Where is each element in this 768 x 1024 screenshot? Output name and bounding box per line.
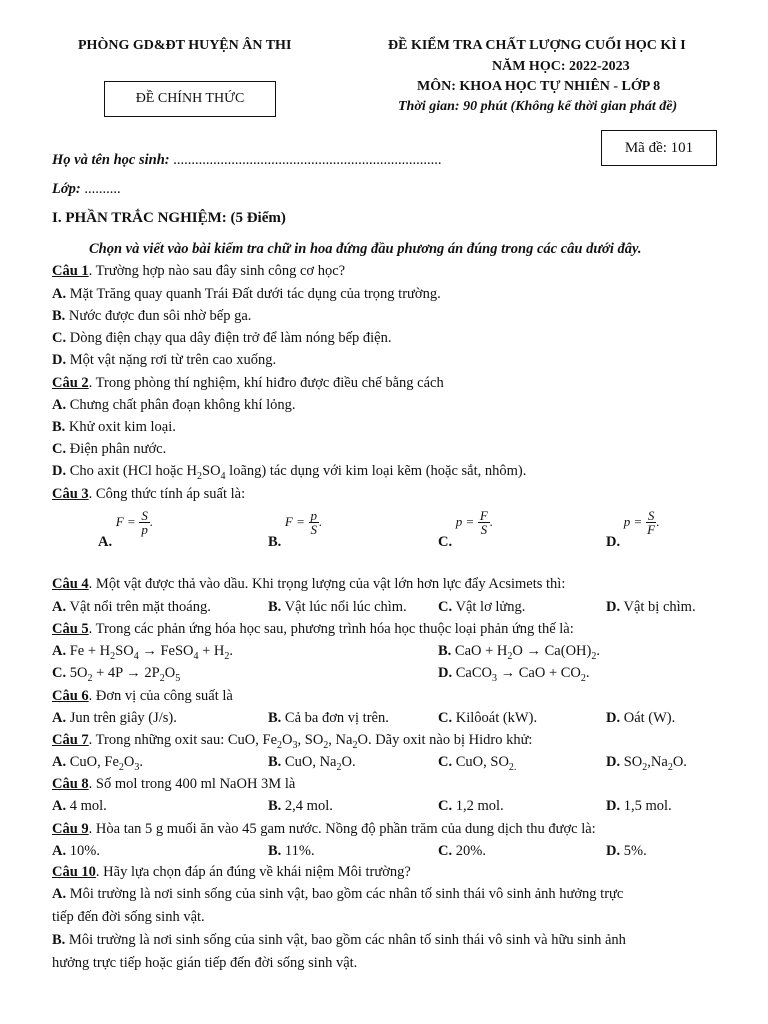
option-letter: D. [606, 710, 621, 726]
q10-option-b [52, 932, 626, 949]
q7-option-c: C. CuO, $SO_{2.}$ [438, 754, 517, 773]
option-letter: C. [52, 441, 67, 457]
option-letter: A. [52, 754, 67, 770]
option-letter: A. [98, 533, 113, 550]
q6-option-b [268, 710, 389, 727]
option-letter: C. [438, 533, 453, 550]
option-letter: D. [438, 665, 453, 681]
question-8 [52, 776, 295, 793]
option-text: Vật lơ lửng. [455, 599, 526, 615]
option-text: Môi trường là nơi sinh sống của sinh vật, bao gồm các nhân tố sinh thái vô sinh ảnh hưởng trực [69, 886, 624, 902]
question-9 [52, 821, 596, 838]
q1-option-c [52, 330, 391, 347]
option-letter: A. [52, 397, 67, 413]
question-text: . Một vật được thả vào dầu. Khi trọng lượng của vật lớn hơn lực đẩy Acsimets thì: [88, 576, 566, 592]
question-4 [52, 576, 565, 593]
option-text: Dòng điện chạy qua dây điện trở để làm nóng bếp điện. [69, 330, 392, 346]
question-label: Câu 7 [52, 732, 89, 748]
section-title: I. PHẦN TRẮC NGHIỆM: (5 Điểm) [52, 210, 286, 226]
option-letter: B. [438, 643, 452, 659]
q8-option-a [52, 798, 107, 815]
q1-option-b [52, 308, 251, 325]
option-text: Vật lúc nổi lúc chìm. [284, 599, 407, 615]
q2-option-d: D. Cho axit (HCl hoặc $H_2SO_4$ loãng) tác dụng với kim loại kẽm (hoặc sắt, nhôm). [52, 463, 527, 482]
exam-title: ĐỀ KIỂM TRA CHẤT LƯỢNG CUỐI HỌC KÌ I [388, 38, 686, 53]
option-text: 11%. [284, 843, 315, 859]
question-label: Câu 3 [52, 486, 89, 502]
class-row [52, 181, 121, 198]
option-letter: B. [268, 843, 282, 859]
q7-option-a: A. CuO, $Fe_2O_3$. [52, 754, 143, 773]
question-10 [52, 864, 411, 881]
option-letter: A. [52, 710, 67, 726]
option-text: Nước được đun sôi nhờ bếp ga. [68, 308, 252, 324]
q5-option-b: B. CaO + $H_2O \to Ca(OH)_2$. [438, 643, 600, 662]
option-letter: C. [438, 599, 453, 615]
q5-option-a: A. $Fe + H_2SO_4$ → FeSO$_4$ + $H_2$. [52, 643, 234, 662]
option-letter: A. [52, 843, 67, 859]
option-text: loãng) tác dụng với kim loại kẽm (hoặc sắt, nhôm). [225, 463, 527, 479]
q6-option-a [52, 710, 177, 727]
q4-option-b [268, 599, 407, 616]
school-office: PHÒNG GD&ĐT HUYỆN ÂN THI [78, 38, 292, 53]
option-text: Chưng chất phân đoạn không khí lỏng. [69, 397, 296, 413]
student-name-blank: .......................................................................... [173, 152, 442, 168]
question-2 [52, 375, 444, 392]
question-text: . Hòa tan 5 g muối ăn vào 45 gam nước. Nồng độ phần trăm của dung dịch thu được là: [88, 821, 596, 837]
question-label: Câu 2 [52, 375, 89, 391]
option-text: 2,4 mol. [284, 798, 333, 814]
q4-option-d [606, 599, 696, 616]
question-text: . Hãy lựa chọn đáp án đúng về khái niệm Môi trường? [95, 864, 411, 880]
option-text: Mặt Trăng quay quanh Trái Đất dưới tác dụng của trọng trường. [69, 286, 441, 302]
option-text: 5%. [623, 843, 647, 859]
question-7: Câu 7. Trong những oxit sau: CuO, $Fe_2O_3$, $SO_2$, $Na_2O$. Dãy oxit nào bị Hidro khử: [52, 732, 533, 751]
q6-option-d [606, 710, 675, 727]
option-letter: C. [438, 843, 453, 859]
student-name-row [52, 152, 442, 169]
option-text: Vật nổi trên mặt thoáng. [69, 599, 211, 615]
q8-option-b [268, 798, 333, 815]
option-letter: B. [268, 798, 282, 814]
option-text: Cả ba đơn vị trên. [284, 710, 389, 726]
option-letter: D. [606, 533, 621, 550]
question-label: Câu 5 [52, 621, 89, 637]
option-text: 20%. [455, 843, 486, 859]
q1-option-a [52, 286, 441, 303]
question-label: Câu 1 [52, 263, 89, 279]
section-instruction: Chọn và viết vào bài kiểm tra chữ in hoa đứng đầu phương án đúng trong các câu dưới đây. [89, 241, 642, 257]
question-label: Câu 4 [52, 576, 89, 592]
q6-option-c [438, 710, 537, 727]
subject: MÔN: KHOA HỌC TỰ NHIÊN - LỚP 8 [417, 79, 661, 94]
option-letter: D. [606, 754, 621, 770]
question-text: . Số mol trong 400 ml NaOH 3M là [88, 776, 296, 792]
class-label: Lớp: [52, 181, 81, 197]
q7-option-b: B. CuO, $Na_2O$. [268, 754, 356, 773]
question-6 [52, 688, 233, 705]
exam-code: Mã đề: 101 [624, 139, 694, 156]
question-label: Câu 9 [52, 821, 89, 837]
question-label: Câu 8 [52, 776, 89, 792]
exam-code-box [601, 130, 717, 166]
option-letter: B. [52, 308, 66, 324]
option-letter: B. [52, 932, 66, 948]
option-letter: B. [268, 710, 282, 726]
option-letter: C. [438, 710, 453, 726]
option-text: Vật bị chìm. [623, 599, 696, 615]
q2-option-a [52, 397, 295, 414]
q9-option-c [438, 843, 486, 860]
option-text: Điện phân nước. [69, 441, 167, 457]
q1-option-d [52, 352, 276, 369]
q5-option-c: C. $5O_2 + 4P \to 2P_2O_5$ [52, 665, 181, 684]
option-text: hưởng trực tiếp hoặc gián tiếp đến đời sống sinh vật. [52, 955, 358, 971]
q7-option-d: D. $SO_2,Na_2O$. [606, 754, 687, 773]
option-text: Một vật nặng rơi từ trên cao xuống. [69, 352, 277, 368]
option-text: 1,5 mol. [623, 798, 672, 814]
q4-option-a [52, 599, 211, 616]
q4-option-c [438, 599, 525, 616]
q10-option-a-cont [52, 909, 205, 926]
q3-option-d: D. p = $\frac{S}{F}$ . [606, 508, 660, 550]
option-letter: C. [438, 798, 453, 814]
option-letter: D. [606, 599, 621, 615]
option-letter: D. [52, 463, 67, 479]
option-text: 4 mol. [69, 798, 107, 814]
q10-option-a [52, 886, 623, 903]
option-letter: C. [52, 330, 67, 346]
official-label: ĐỀ CHÍNH THỨC [135, 91, 245, 106]
option-letter: B. [268, 599, 282, 615]
question-5 [52, 621, 574, 638]
question-1 [52, 263, 345, 280]
option-letter: C. [52, 665, 67, 681]
question-text: . Trong các phản ứng hóa học sau, phương trình hóa học thuộc loại phản ứng thế là: [88, 621, 574, 637]
question-label: Câu 6 [52, 688, 89, 704]
option-text: Kilôoát (kW). [455, 710, 538, 726]
option-text: Cho axit (HCl hoặc H [69, 463, 197, 479]
option-text: Oát (W). [623, 710, 676, 726]
q5-option-d: D. CaCO$_3$ → CaO + $CO_2$. [438, 665, 590, 684]
question-text: . Trong những oxit sau: CuO, Fe [88, 732, 278, 748]
option-letter: B. [52, 419, 66, 435]
question-text: . Công thức tính áp suất là: [88, 486, 246, 502]
option-letter: A. [52, 599, 67, 615]
question-label: Câu 10 [52, 864, 96, 880]
official-stamp-box [104, 81, 276, 117]
option-letter: B. [268, 533, 282, 550]
q9-option-b [268, 843, 315, 860]
question-3 [52, 486, 245, 503]
option-letter: B. [268, 754, 282, 770]
student-name-label: Họ và tên học sinh: [52, 152, 170, 168]
q3-option-a: A. F = $\frac{S}{p}$ . [98, 508, 154, 550]
option-letter: A. [52, 886, 67, 902]
q10-option-b-cont [52, 955, 357, 972]
option-text: tiếp đến đời sống sinh vật. [52, 909, 205, 925]
option-text: Môi trường là nơi sinh sống của sinh vật, bao gồm các nhân tố sinh thái vô sinh và hữu sinh ảnh [68, 932, 626, 948]
class-blank: .......... [84, 181, 121, 197]
question-text: . Trong phòng thí nghiệm, khí hiđro được điều chế bằng cách [88, 375, 444, 391]
q3-option-b: B. F = $\frac{p}{S}$ . [268, 508, 323, 550]
school-year: NĂM HỌC: 2022-2023 [492, 59, 630, 74]
q2-option-b [52, 419, 176, 436]
option-letter: D. [52, 352, 67, 368]
q9-option-d [606, 843, 647, 860]
q8-option-d [606, 798, 672, 815]
q8-option-c [438, 798, 504, 815]
option-text: Khử oxit kim loại. [68, 419, 176, 435]
option-letter: D. [606, 843, 621, 859]
option-letter: A. [52, 643, 67, 659]
question-text: . Trường hợp nào sau đây sinh công cơ học? [88, 263, 346, 279]
time-allowed: Thời gian: 90 phút (Không kể thời gian phát đề) [398, 99, 678, 114]
option-letter: A. [52, 798, 67, 814]
question-text: O. Dãy oxit nào bị Hidro khử: [357, 732, 533, 748]
q2-option-c [52, 441, 166, 458]
option-text: 10%. [69, 843, 100, 859]
question-text: . Đơn vị của công suất là [88, 688, 233, 704]
option-letter: A. [52, 286, 67, 302]
option-letter: C. [438, 754, 453, 770]
q3-option-c: C. p = $\frac{F}{S}$ . [438, 508, 494, 550]
option-letter: D. [606, 798, 621, 814]
option-text: 1,2 mol. [455, 798, 504, 814]
q9-option-a [52, 843, 100, 860]
option-text: Jun trên giây (J/s). [69, 710, 177, 726]
